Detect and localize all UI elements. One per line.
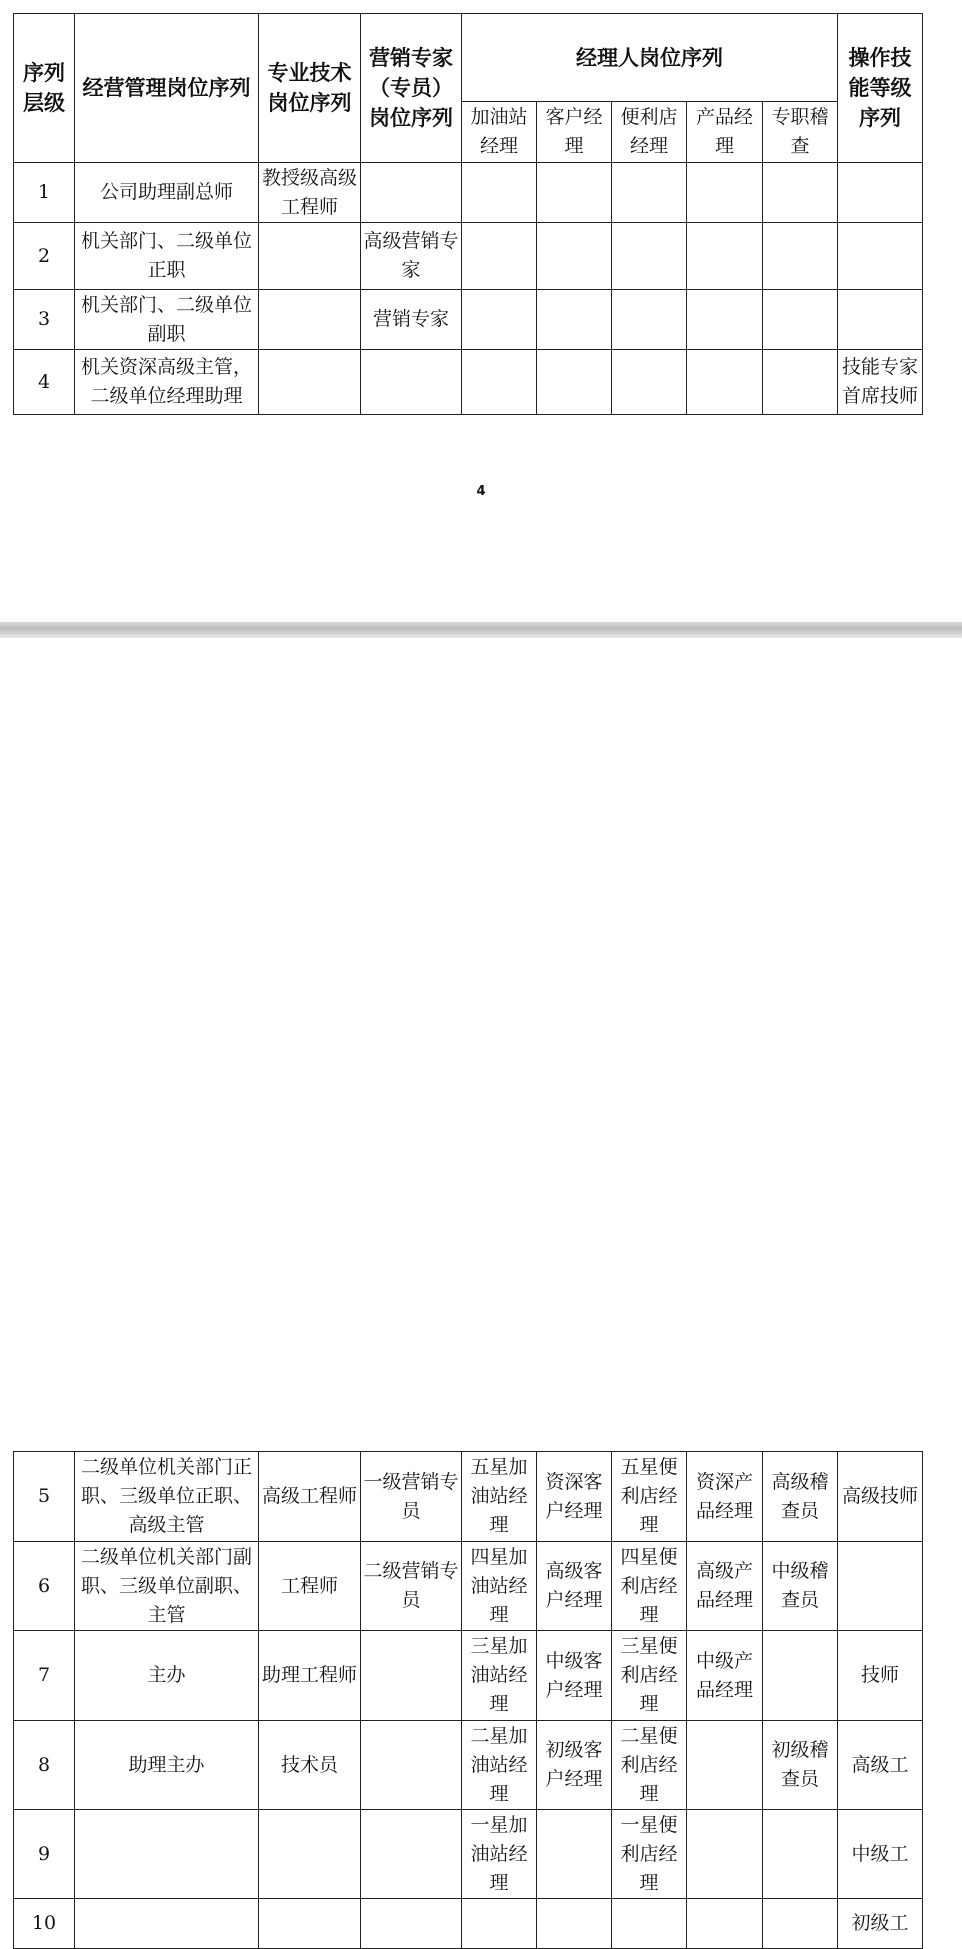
cell-station bbox=[462, 223, 537, 290]
cell-store bbox=[612, 223, 687, 290]
cell-sales bbox=[361, 1721, 462, 1810]
cell-audit bbox=[763, 290, 838, 350]
cell-audit bbox=[763, 223, 838, 290]
cell-store: 一星便利店经理 bbox=[612, 1810, 687, 1899]
page-4 bbox=[0, 0, 962, 622]
cell-customer bbox=[537, 223, 612, 290]
cell-customer bbox=[537, 1810, 612, 1899]
cell-skill bbox=[838, 163, 923, 223]
cell-product bbox=[687, 1810, 763, 1899]
cell-customer: 资深客户经理 bbox=[537, 1452, 612, 1542]
header-mgmt: 经营管理岗位序列 bbox=[75, 14, 259, 163]
cell-station bbox=[462, 163, 537, 223]
cell-audit bbox=[763, 1631, 838, 1721]
cell-product bbox=[687, 163, 763, 223]
page-separator bbox=[0, 622, 962, 638]
cell-sales: 营销专家 bbox=[361, 290, 462, 350]
cell-level: 5 bbox=[14, 1452, 75, 1542]
cell-store bbox=[612, 290, 687, 350]
cell-tech bbox=[259, 223, 361, 290]
cell-mgmt: 二级单位机关部门副职、三级单位副职、主管 bbox=[75, 1542, 259, 1631]
header-level: 序列层级 bbox=[14, 14, 75, 163]
cell-skill bbox=[838, 290, 923, 350]
table-row bbox=[14, 1810, 923, 1899]
cell-store bbox=[612, 163, 687, 223]
cell-audit: 高级稽查员 bbox=[763, 1452, 838, 1542]
cell-product bbox=[687, 350, 763, 415]
cell-sales bbox=[361, 163, 462, 223]
cell-sales: 二级营销专员 bbox=[361, 1542, 462, 1631]
cell-mgmt: 机关资深高级主管，二级单位经理助理 bbox=[75, 350, 259, 415]
header-tech: 专业技术岗位序列 bbox=[259, 14, 361, 163]
cell-station: 三星加油站经理 bbox=[462, 1631, 537, 1721]
cell-sales bbox=[361, 350, 462, 415]
cell-station bbox=[462, 350, 537, 415]
cell-product bbox=[687, 290, 763, 350]
cell-tech: 助理工程师 bbox=[259, 1631, 361, 1721]
cell-station: 五星加油站经理 bbox=[462, 1452, 537, 1542]
cell-level: 10 bbox=[14, 1899, 75, 1949]
cell-customer bbox=[537, 290, 612, 350]
cell-skill: 技能专家首席技师 bbox=[838, 350, 923, 415]
header-manager-customer: 客户经理 bbox=[537, 102, 612, 163]
cell-tech bbox=[259, 1899, 361, 1949]
cell-product: 资深产品经理 bbox=[687, 1452, 763, 1542]
header-manager-audit: 专职稽查 bbox=[763, 102, 838, 163]
cell-level: 3 bbox=[14, 290, 75, 350]
cell-level: 2 bbox=[14, 223, 75, 290]
header-manager: 经理人岗位序列 bbox=[462, 14, 838, 102]
cell-sales bbox=[361, 1899, 462, 1949]
cell-product bbox=[687, 1721, 763, 1810]
cell-store: 四星便利店经理 bbox=[612, 1542, 687, 1631]
cell-product: 中级产品经理 bbox=[687, 1631, 763, 1721]
cell-customer: 高级客户经理 bbox=[537, 1542, 612, 1631]
cell-station bbox=[462, 290, 537, 350]
cell-level: 9 bbox=[14, 1810, 75, 1899]
cell-tech: 教授级高级工程师 bbox=[259, 163, 361, 223]
cell-station: 二星加油站经理 bbox=[462, 1721, 537, 1810]
cell-station: 一星加油站经理 bbox=[462, 1810, 537, 1899]
header-manager-product: 产品经理 bbox=[687, 102, 763, 163]
cell-tech: 技术员 bbox=[259, 1721, 361, 1810]
cell-audit: 中级稽查员 bbox=[763, 1542, 838, 1631]
cell-sales: 高级营销专家 bbox=[361, 223, 462, 290]
cell-audit bbox=[763, 350, 838, 415]
header-manager-station: 加油站经理 bbox=[462, 102, 537, 163]
cell-sales bbox=[361, 1631, 462, 1721]
table-row bbox=[14, 1721, 923, 1810]
cell-skill: 高级工 bbox=[838, 1721, 923, 1810]
cell-product: 高级产品经理 bbox=[687, 1542, 763, 1631]
header-manager-store: 便利店经理 bbox=[612, 102, 687, 163]
cell-audit bbox=[763, 1810, 838, 1899]
table-row bbox=[14, 350, 923, 415]
cell-product bbox=[687, 1899, 763, 1949]
cell-sales bbox=[361, 1810, 462, 1899]
cell-mgmt: 主办 bbox=[75, 1631, 259, 1721]
cell-skill: 中级工 bbox=[838, 1810, 923, 1899]
cell-audit: 初级稽查员 bbox=[763, 1721, 838, 1810]
position-sequence-table bbox=[13, 13, 923, 415]
table-body-page-5 bbox=[14, 1452, 923, 1949]
cell-tech: 工程师 bbox=[259, 1542, 361, 1631]
cell-audit bbox=[763, 1899, 838, 1949]
cell-level: 7 bbox=[14, 1631, 75, 1721]
cell-level: 1 bbox=[14, 163, 75, 223]
cell-store bbox=[612, 350, 687, 415]
page-5 bbox=[0, 638, 962, 1934]
header-skill: 操作技能等级序列 bbox=[838, 14, 923, 163]
cell-level: 8 bbox=[14, 1721, 75, 1810]
cell-customer: 初级客户经理 bbox=[537, 1721, 612, 1810]
header-sales: 营销专家（专员）岗位序列 bbox=[361, 14, 462, 163]
cell-level: 6 bbox=[14, 1542, 75, 1631]
table-row bbox=[14, 1542, 923, 1631]
cell-skill: 初级工 bbox=[838, 1899, 923, 1949]
cell-mgmt: 二级单位机关部门正职、三级单位正职、高级主管 bbox=[75, 1452, 259, 1542]
table-row bbox=[14, 1631, 923, 1721]
cell-product bbox=[687, 223, 763, 290]
cell-skill: 高级技师 bbox=[838, 1452, 923, 1542]
position-sequence-table-continued bbox=[13, 1451, 923, 1949]
table-row bbox=[14, 290, 923, 350]
cell-level: 4 bbox=[14, 350, 75, 415]
cell-customer bbox=[537, 1899, 612, 1949]
cell-mgmt: 机关部门、二级单位副职 bbox=[75, 290, 259, 350]
cell-skill bbox=[838, 223, 923, 290]
cell-station bbox=[462, 1899, 537, 1949]
cell-station: 四星加油站经理 bbox=[462, 1542, 537, 1631]
cell-tech bbox=[259, 350, 361, 415]
cell-mgmt: 机关部门、二级单位正职 bbox=[75, 223, 259, 290]
cell-tech: 高级工程师 bbox=[259, 1452, 361, 1542]
cell-audit bbox=[763, 163, 838, 223]
cell-customer bbox=[537, 350, 612, 415]
cell-customer bbox=[537, 163, 612, 223]
cell-mgmt bbox=[75, 1810, 259, 1899]
cell-mgmt bbox=[75, 1899, 259, 1949]
cell-skill bbox=[838, 1542, 923, 1631]
table-row bbox=[14, 163, 923, 223]
cell-skill: 技师 bbox=[838, 1631, 923, 1721]
cell-mgmt: 助理主办 bbox=[75, 1721, 259, 1810]
table-row bbox=[14, 1452, 923, 1542]
cell-tech bbox=[259, 1810, 361, 1899]
table-body-page-4 bbox=[14, 163, 923, 415]
table-row bbox=[14, 1899, 923, 1949]
cell-store: 二星便利店经理 bbox=[612, 1721, 687, 1810]
cell-store bbox=[612, 1899, 687, 1949]
table-row bbox=[14, 223, 923, 290]
cell-sales: 一级营销专员 bbox=[361, 1452, 462, 1542]
cell-store: 三星便利店经理 bbox=[612, 1631, 687, 1721]
cell-store: 五星便利店经理 bbox=[612, 1452, 687, 1542]
cell-customer: 中级客户经理 bbox=[537, 1631, 612, 1721]
page-number: 4 bbox=[476, 484, 486, 499]
cell-mgmt: 公司助理副总师 bbox=[75, 163, 259, 223]
cell-tech bbox=[259, 290, 361, 350]
